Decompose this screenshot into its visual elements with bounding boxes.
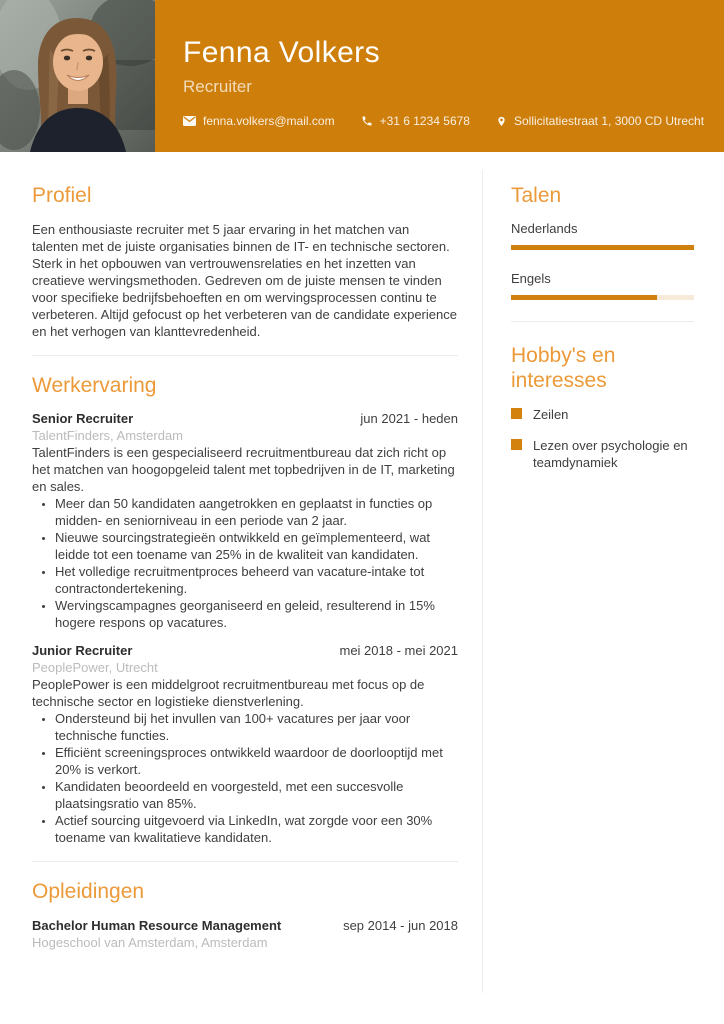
job-dates: jun 2021 - heden [360,411,458,427]
education-dates: sep 2014 - jun 2018 [343,917,458,933]
square-bullet-icon [511,408,522,419]
job-bullet: • Wervingscampagnes georganiseerd en geleid, resulterend in 15% hogere respons op vacatures. [55,597,458,631]
job-bullet-list [32,495,458,631]
section-heading-education: Opleidingen [32,880,145,904]
section-heading-profile: Profiel [32,184,92,207]
cv-body [0,152,724,1024]
hobby-text: Zeilen [533,406,569,422]
education-header [32,917,458,934]
person-job-title: Recruiter [183,77,252,96]
section-heading-experience: Werkervaring [32,373,157,397]
language-name: Nederlands [511,220,578,236]
job-bullet-list [32,710,458,846]
contact-address-text: Sollicitatiestraat 1, 3000 CD Utrecht [513,114,705,128]
section-heading-hobbies: Hobby's en interesses [511,343,616,393]
job-bullet: • Actief sourcing uitgevoerd via LinkedIn, wat zorgde voor een 30% toename van kwalitatieve kandidaten. [55,812,458,846]
job-bullet: • Kandidaten beoordeeld en voorgesteld, met een succesvolle plaatsingsratio van 85%. [55,778,458,812]
language-level-fill [511,295,657,300]
contact-email [183,114,335,128]
section-divider [32,355,458,356]
job-description: TalentFinders is een gespecialiseerd recruitmentbureau dat zich richt op het matchen van hoogopgeleid talent met topbedrijven in de IT, marketing en sales. [32,445,455,495]
sidebar-column [482,152,724,1024]
language-item-nederlands [511,221,694,250]
language-level-bar [511,295,694,300]
person-name: Fenna Volkers [183,36,380,69]
education-school: Hogeschool van Amsterdam, Amsterdam [32,934,268,950]
email-icon [183,116,196,126]
job-title: Senior Recruiter [32,411,134,427]
job-company: PeoplePower, Utrecht [32,660,158,676]
education-degree: Bachelor Human Resource Management [32,917,282,933]
job-bullet: • Efficiënt screeningsproces ontwikkeld waardoor de doorlooptijd met 20% is verkort. [55,744,458,778]
job-dates: mei 2018 - mei 2021 [339,643,458,659]
contact-row [183,114,724,128]
job-company: TalentFinders, Amsterdam [32,428,184,444]
main-column [0,152,482,1024]
hobby-item-zeilen [511,406,694,423]
square-bullet-icon [511,439,522,450]
job-header [32,642,458,659]
job-bullet: • Ondersteund bij het invullen van 100+ vacatures per jaar voor technische functies. [55,710,458,744]
column-divider [482,170,483,993]
job-bullet: • Nieuwe sourcingstrategieën ontwikkeld en geïmplementeerd, wat leidde tot een toename van 25% in de kwaliteit van kandidaten. [55,529,458,563]
job-title: Junior Recruiter [32,643,133,659]
cv-header [0,0,724,152]
language-level-fill [511,245,694,250]
section-divider [32,861,458,862]
job-header [32,410,458,427]
contact-phone [361,114,470,128]
contact-phone-text: +31 6 1234 5678 [379,114,470,128]
contact-email-text: fenna.volkers@mail.com [203,114,335,128]
location-icon [496,115,507,128]
job-entry-junior-recruiter [32,642,458,846]
phone-icon [361,115,373,127]
job-entry-senior-recruiter [32,410,458,631]
job-bullet: • Het volledige recruitmentproces beheerd van vacature-intake tot contractondertekening. [55,563,458,597]
language-name: Engels [511,270,551,286]
hobby-item-lezen [511,437,694,471]
contact-address [496,114,704,128]
hobby-text: Lezen over psychologie en teamdynamiek [533,437,688,470]
profile-text: Een enthousiaste recruiter met 5 jaar ervaring in het matchen van talenten met de juiste organisaties binnen de IT- en technische sectoren. Sterk in het opbouwen van vertrouwensrelaties en het inzetten van creatieve wervingsmethoden. Gedreven om de juiste mensen te vinden voor specifieke bedrijfsbehoeften en om wervingsprocessen continu te verbeteren. Altijd gefocust op het verbeteren van de candidate experience en het verhogen van klanttevredenheid. [32,221,457,339]
sidebar-divider [511,321,694,322]
section-heading-languages: Talen [511,184,562,207]
language-level-bar [511,245,694,250]
language-item-engels [511,271,694,300]
job-description: PeoplePower is een middelgroot recruitmentbureau met focus op de technische sector en logistieke dienstverlening. [32,677,425,710]
profile-photo [0,0,155,152]
job-bullet: • Meer dan 50 kandidaten aangetrokken en geplaatst in functies op midden- en seniorniveau in een periode van 2 jaar. [55,495,458,529]
education-entry [32,917,458,951]
profile-photo-image [0,0,155,152]
